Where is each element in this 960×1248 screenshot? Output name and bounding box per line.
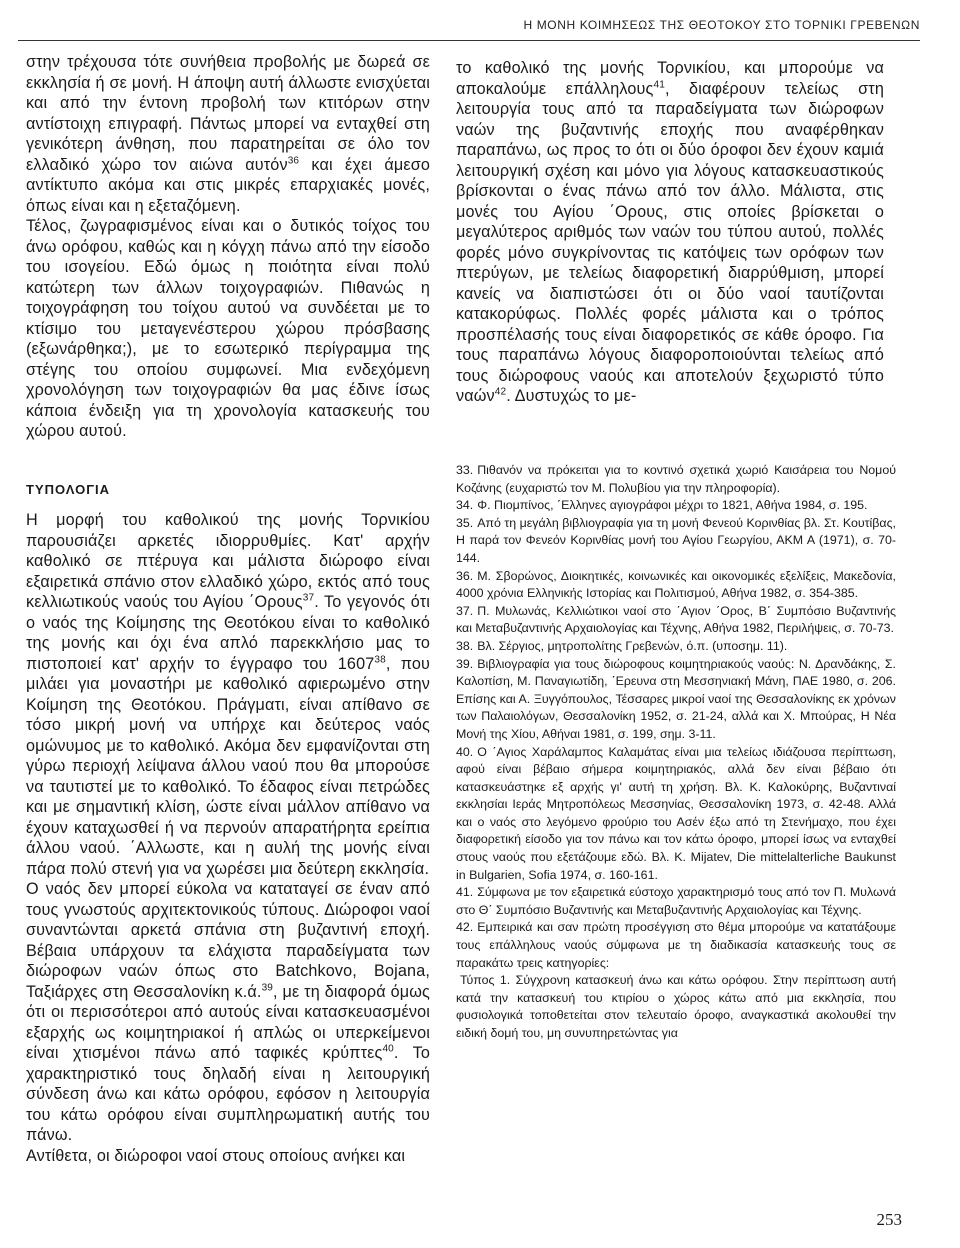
- paragraph: [26, 52, 430, 216]
- footnote-ref[interactable]: 42: [494, 386, 507, 398]
- paragraph-text: Ο ναός δεν μπορεί εύκολα να καταταγεί σε έναν από τους γνωστούς αρχιτεκτονικούς τύπους. Διώροφοι ναοί συναντώνται αρκετά σπάνια στη βυζαντινή εποχή. Βέβαια υπάρχουν τα ελάχιστα παραδείγματα των διώροφων ναών όπως στο Batchkovo, Bojana, Ταξιάρχες στη Θεσσαλονίκη κ.ά.: [26, 880, 430, 1001]
- footnote-number: 41.: [456, 885, 474, 900]
- section-title: ΤΥΠΟΛΟΓΙΑ: [26, 482, 111, 497]
- paragraph-text: Η μορφή του καθολικού της μονής Τορνικίου παρουσιάζει αρκετές ιδιορρυθμίες. Κατ' αρχήν καθολικό σε πτέρυγα και μάλιστα διώροφο είναι εξαιρετικά σπάνιο στον ελλαδικό χώρο, εκτός από τους κελλιωτικούς ναούς του Αγίου ΄Ορους: [26, 511, 430, 611]
- footnotes: [456, 462, 896, 1043]
- running-header: Η ΜΟΝΗ ΚΟΙΜΗΣΕΩΣ ΤΗΣ ΘΕΟΤΟΚΟΥ ΣΤΟ ΤΟΡΝΙΚΙ ΓΡΕΒΕΝΩΝ: [523, 18, 920, 32]
- footnote-continuation: [456, 972, 896, 1042]
- footnote-ref[interactable]: 39: [261, 982, 274, 994]
- footnote-number: 35.: [456, 515, 474, 530]
- footnote-text: Φ. Πιομπίνος, ΄Ελληνες αγιογράφοι μέχρι το 1821, Αθήνα 1984, σ. 195.: [477, 498, 868, 513]
- footnote: [456, 656, 896, 744]
- paragraph: [26, 510, 430, 879]
- footnote-text: Τύπος 1. Σύγχρονη κατασκευή άνω και κάτω ορόφου. Στην περίπτωση αυτή κατά την κατασκευή του κτιρίου ο χώρος κάτω από μια εκκλησία, που φυσιολογικά τοποθετείται στον τελευταίο όροφο, αναγκαστικά ακολουθεί την ειδική δομή του, μη συνυπηρετώντας για: [456, 973, 896, 1040]
- footnote: [456, 919, 896, 972]
- header-rule: [18, 40, 920, 41]
- footnote-ref[interactable]: 41: [653, 79, 665, 91]
- footnote-ref[interactable]: 40: [382, 1043, 394, 1055]
- footnote: [456, 462, 896, 497]
- footnote-number: 39.: [456, 656, 474, 671]
- footnote: [456, 568, 896, 603]
- footnote: [456, 497, 896, 515]
- footnote-number: 38.: [456, 638, 474, 653]
- paragraph-text: . Δυστυχώς το με-: [506, 387, 637, 405]
- footnote-text: Από τη μεγάλη βιβλιογραφία για τη μονή Φενεού Κορινθίας βλ. Στ. Κουτίβας, Η παρά τον Φενεόν Κορινθίας μονή του Αγίου Γεωργίου, ΑΚΜ Α (1971), σ. 70-144.: [456, 515, 896, 565]
- paragraph: Τέλος, ζωγραφισμένος είναι και ο δυτικός τοίχος του άνω ορόφου, καθώς και η κόγχη πάνω από την είσοδο του ισογείου. Εδώ όμως η ποιότητα είναι πολύ κατώτερη των άλλων τοιχογραφιών. Πιθανώς η τοιχογράφηση του τοίχου αυτού να συνδέεται με το κτίσιμο του μεταγενέστερου χώρου πρόσβασης (εξωνάρθηκα;), με το εσωτερικό περίγραμμα της στέγης του οποίου συμφωνεί. Μια ενδεχόμενη χρονολόγηση των τοιχογραφιών θα μας έδινε ίσως κάποια ένδειξη για τη χρονολογία κατασκευής του χώρου αυτού.: [26, 217, 430, 440]
- paragraph: [26, 879, 430, 1146]
- footnote-ref[interactable]: 37: [302, 592, 315, 604]
- footnote: [456, 638, 896, 656]
- page-number: 253: [876, 1210, 902, 1229]
- footnote-text: Πιθανόν να πρόκειται για το κοντινό σχετικά χωριό Καισάρεια του Νομού Κοζάνης (ευχαριστώ τον Μ. Πολυβίου για την πληροφορία).: [456, 463, 896, 495]
- paragraph-text: , με τη διαφορά όμως ότι οι περισσότεροι από αυτούς είναι κατασκευασμένοι εξαρχής ως κοιμητηριακοί ή απλώς οι υπερκείμενοι είναι χτισμένοι πάνω από ταφικές κρύπτες: [26, 982, 430, 1062]
- paragraph-text: , διαφέρουν τελείως στη λειτουργία τους από τα παραδείγματα των διώροφων ναών της βυζαντινής εποχής που αναφέρθηκαν παραπάνω, ως προς το ότι οι δύο όροφοι δεν έχουν καμιά λειτουργική σχέση και μόνο για λόγους κατασκευαστικούς βρίσκονται ο ένας πάνω από τον άλλο. Μάλιστα, στις μονές του Αγίου ΄Ορους, στις οποίες βρίσκεται ο μεγαλύτερος αριθμός των ναών του τύπου αυτού, πολλές φορές μόνο συγκρίνοντας τις κατόψεις των ορόφων των πτερύγων, με τελείως διαφορετική διαρρύθμιση, μπορεί κανείς να διαπιστώσει ότι οι δύο ναοί ταυτίζονται κατακορύφως. Πολλές φορές μάλιστα και ο τρόπος προσπέλασής τους είναι διαφορετικός σε κάθε όροφο. Για τους παραπάνω λόγους διαφοροποιούνται τελείως από τους διώροφους ναούς και αποτελούν ξεχωριστό τύπο ναών: [456, 79, 884, 405]
- right-column-top: [456, 58, 884, 407]
- footnote-number: 40.: [456, 744, 474, 759]
- footnote-text: Βιβλιογραφία για τους διώροφους κοιμητηριακούς ναούς: Ν. Δρανδάκης, Σ. Καλοπίση, Μ. Παναγιωτίδη, ΄Ερευνα στη Μεσσηνιακή Μάνη, ΠΑΕ 1980, σ. 206. Επίσης και Α. Ξυγγόπουλος, Τέσσαρες μικροί ναοί της Θεσσαλονίκης εκ χρόνων των Παλαιολόγων, Θεσσαλονίκη 1952, σ. 21-24, αλλά και Χ. Μπούρας, Η Νέα Μονή της Χίου, Αθήναι 1981, σ. 199, σημ. 3-11.: [456, 656, 896, 741]
- footnote-text: Βλ. Σέργιος, μητροπολίτης Γρεβενών, ό.π. (υποσημ. 11).: [477, 638, 788, 653]
- footnote-text: Μ. Σβορώνος, Διοικητικές, κοινωνικές και οικονομικές εξελίξεις, Μακεδονία, 4000 χρόνια Ελληνικής Ιστορίας και Πολιτισμού, Αθήνα 1982, σ. 354-385.: [456, 568, 896, 601]
- footnote-number: 33.: [456, 463, 474, 477]
- paragraph-text: . Το γεγονός ότι ο ναός της Κοίμησης της Θεοτόκου είναι το καθολικό της μονής και όχι ένα απλό παρεκκλήσιο μας το πιστοποιεί κατ' αρχήν το έγγραφο του 1607: [26, 593, 430, 673]
- footnote-ref[interactable]: 38: [374, 654, 386, 666]
- paragraph-text: . Το χαρακτηριστικό τους δηλαδή είναι η λειτουργική σύνδεση άνω και κάτω ορόφου, εφόσον η λειτουργία του κάτω ορόφου είναι συμπληρωματική αυτής του πάνω.: [26, 1044, 430, 1144]
- left-column-typology: [26, 510, 430, 1166]
- footnote-text: Ο ΄Αγιος Χαράλαμπος Καλαμάτας είναι μια τελείως ιδιάζουσα περίπτωση, αφού είναι βέβαιο σήμερα κοιμητηριακός, αλλά δεν είναι βέβαιο ότι κατασκευάστηκε εξ αρχής γι' αυτή τη χρήση. Βλ. Κ. Καλοκύρης, Βυζαντιναί εκκλησίαι Ιεράς Μητροπόλεως Μεσσηνίας, Θεσσαλονίκη 1973, σ. 42-48. Αλλά και ο ναός στο λεγόμενο φρούριο του Ασέν έξω από τη Στενήμαχο, που έχει διαφορετική είσοδο για τον πάνω και τον κάτω όροφο, μπορεί ίσως να ενταχθεί στους ναούς που εξετάζουμε εδώ. Βλ. Κ. Mijatev, Die mittelalterliche Baukunst in Bulgarien, Sofia 1974, σ. 160-161.: [456, 744, 896, 882]
- footnote-number: 37.: [456, 603, 474, 618]
- paragraph: Αντίθετα, οι διώροφοι ναοί στους οποίους ανήκει και: [26, 1146, 406, 1165]
- footnote-text: Εμπειρικά και σαν πρώτη προσέγγιση στο θέμα μπορούμε να κατατάξουμε τους επάλληλους ναούς σύμφωνα με τη διαδικασία κατασκευής τους σε παρακάτω τρεις κατηγορίες:: [456, 920, 896, 970]
- paragraph-text: και έχει άμεσο αντίκτυπο ακόμα και στις μικρές επαρχιακές μονές, όπως είναι και η εξεταζόμενη.: [26, 155, 430, 215]
- footnote-number: 34.: [456, 498, 474, 513]
- footnote: [456, 884, 896, 919]
- paragraph-text: , που μιλάει για μοναστήρι με καθολικό αφιερωμένο στην Κοίμηση της Θεοτόκου. Πράγματι, είναι απίθανο σε τόσο μικρή μονή να υπήρχε και δεύτερος ναός ομώνυμος με το καθολικό. Ακόμα δεν εμφανίζονται στη γύρω περιοχή λείψανα άλλου ναού που θα μπορούσε να ταυτιστεί με το καθολικό. Το έδαφος είναι πετρώδες και με σημαντική κλίση, ώστε είναι μάλλον απίθανο να έχουν καταχωσθεί ή να περνούν απαρατήρητα ερείπια άλλου ναού. ΄Αλλωστε, και η αυλή της μονής είναι πάρα πολύ στενή για να χωρέσει μια δεύτερη εκκλησία.: [26, 654, 431, 878]
- footnote-ref[interactable]: 36: [287, 155, 300, 167]
- paragraph-text: στην τρέχουσα τότε συνήθεια προβολής με δωρεά σε εκκλησία ή σε μονή. Η άποψη αυτή άλλωστε ενισχύεται και από την έντονη προβολή των κτιτόρων στην αντίστοιχη επιγραφή. Πάντως μπορεί να ενταχθεί στη γενικότερη άνθηση, που παρατηρείται σε όλο τον ελλαδικό χώρο τον αιώνα αυτόν: [26, 53, 430, 174]
- footnote: [456, 603, 896, 638]
- paragraph: [456, 58, 884, 407]
- footnote: [456, 515, 896, 568]
- footnote-text: Σύμφωνα με τον εξαιρετικά εύστοχο χαρακτηρισμό τους από τον Π. Μυλωνά στο Θ΄ Συμπόσιο Βυζαντινής και Μεταβυζαντινής Αρχαιολογίας και Τέχνης.: [456, 885, 896, 917]
- footnote-number: 36.: [456, 568, 474, 583]
- paragraph-text: το καθολικό της μονής Τορνικίου, και μπορούμε να αποκαλούμε επάλληλους: [456, 59, 884, 98]
- footnote-number: 42.: [456, 920, 474, 935]
- footnote-text: Π. Μυλωνάς, Κελλιώτικοι ναοί στο ΄Αγιον ΄Ορος, Β΄ Συμπόσιο Βυζαντινής και Μεταβυζαντινής Αρχαιολογίας και Τέχνης, Αθήνα 1982, Περιλήψεις, σ. 70-73.: [456, 603, 896, 636]
- footnote: [456, 744, 896, 885]
- left-column-top: [26, 52, 430, 442]
